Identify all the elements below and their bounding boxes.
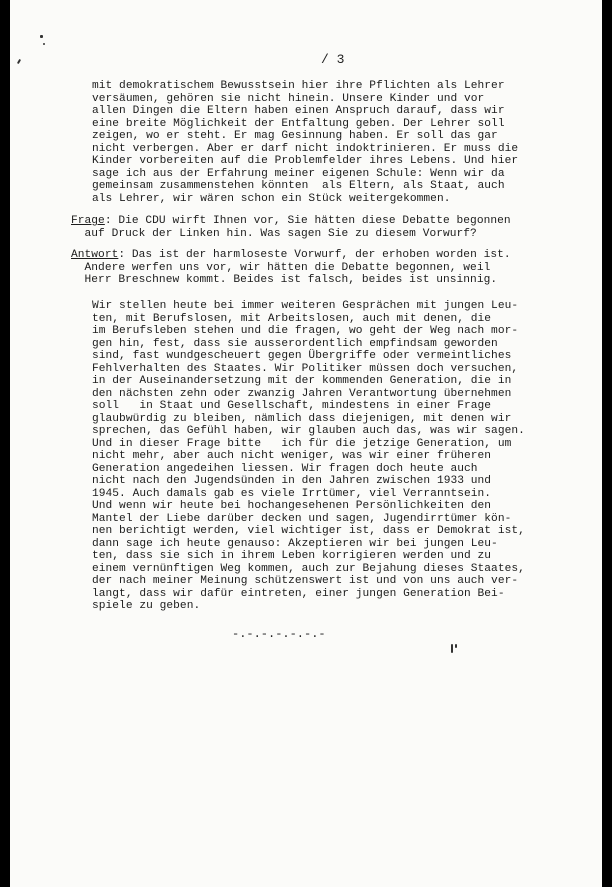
text-line: als Lehrer, wir wären schon ein Stück weitergekommen. bbox=[92, 192, 451, 205]
text-line: nicht verbergen. Aber er darf nicht indoktrinieren. Er muss die bbox=[92, 142, 519, 155]
text-line: gen hin, fest, dass sie ausserordentlich empfindsam geworden bbox=[92, 337, 498, 350]
paragraph-4 bbox=[92, 300, 525, 613]
answer-label: Antwort bbox=[71, 249, 119, 261]
scan-speck bbox=[43, 43, 45, 45]
scan-speck bbox=[40, 35, 43, 38]
text-line: nicht nach den Jugendsünden in den Jahren zwischen 1933 und bbox=[92, 475, 492, 487]
text-line: im Berufsleben stehen und die fragen, wo geht der Weg nach mor- bbox=[92, 325, 519, 337]
text-line: Generation angedeihen liessen. Wir fragen doch heute auch bbox=[92, 462, 478, 475]
answer-line-1 bbox=[71, 249, 511, 262]
text-line: glaubwürdig zu bleiben, nämlich dass diejenigen, mit denen wir bbox=[92, 412, 512, 425]
text-line: ten, mit Berufslosen, mit Arbeitslosen, auch mit denen, die bbox=[92, 312, 492, 325]
text-line: versäumen, gehören sie nicht hinein. Unsere Kinder und vor bbox=[92, 92, 485, 105]
paragraph-1 bbox=[92, 80, 518, 205]
text-line: den nächsten zehn oder zwanzig Jahren Verantwortung übernehmen bbox=[92, 387, 512, 400]
text-line: ten, dass sie sich in ihrem Leben korrigieren werden und zu bbox=[92, 550, 492, 562]
scan-speck bbox=[17, 59, 21, 64]
text-line: zeigen, wo er steht. Er mag Gesinnung haben. Er soll das gar bbox=[92, 130, 498, 142]
text-line: langt, dass wir dafür eintreten, einer jungen Generation Bei- bbox=[92, 587, 505, 600]
page-number: / 3 bbox=[321, 52, 345, 67]
question-text: : Die CDU wirft Ihnen vor, Sie hätten diese Debatte begonnen bbox=[104, 215, 511, 227]
text-line: Wir stellen heute bei immer weiteren Gesprächen mit jungen Leu- bbox=[92, 300, 519, 312]
text-line: gemeinsam zusammenstehen könnten als Eltern, als Staat, auch bbox=[92, 180, 505, 192]
question-line-2: auf Druck der Linken hin. Was sagen Sie zu diesem Vorwurf? bbox=[71, 227, 477, 240]
text-line: Und wenn wir heute bei hochangesehenen Persönlichkeiten den bbox=[92, 500, 492, 512]
text-line: sprechen, das Gefühl haben, wir glauben auch das, was wir sagen. bbox=[92, 425, 525, 437]
text-line: allen Dingen die Eltern haben einen Anspruch darauf, dass wir bbox=[92, 105, 505, 117]
section-separator: -.-.-.-.-.-.- bbox=[232, 627, 326, 641]
answer-text: : Das ist der harmloseste Vorwurf, der erhoben worden ist. bbox=[118, 249, 511, 261]
text-line: einem vernünftigen Weg kommen, auch zur Bejahung dieses Staates, bbox=[92, 562, 525, 575]
text-line: eine breite Möglichkeit der Entfaltung geben. Der Lehrer soll bbox=[92, 117, 505, 130]
text-line: in der Auseinandersetzung mit der kommenden Generation, die in bbox=[92, 375, 512, 387]
text-line: Und in dieser Frage bitte ich für die jetzige Generation, um bbox=[92, 437, 512, 450]
question-block bbox=[71, 215, 511, 240]
text-line: Fehlverhalten des Staates. Wir Politiker müssen doch versuchen, bbox=[92, 362, 519, 375]
scan-speck bbox=[451, 644, 453, 653]
answer-line: Herr Breschnew kommt. Beides ist falsch, beides ist unsinnig. bbox=[71, 274, 498, 286]
text-line: sage ich aus der Erfahrung meiner eigenen Schule: Wenn wir da bbox=[92, 167, 505, 180]
text-line: spiele zu geben. bbox=[92, 600, 201, 612]
text-line: soll in Staat und Gesellschaft, mindestens in einer Frage bbox=[92, 400, 492, 412]
answer-line: Andere werfen uns vor, wir hätten die Debatte begonnen, weil bbox=[71, 261, 491, 274]
text-line: nen berichtigt werden, viel wichtiger ist, dass er Demokrat ist, bbox=[92, 525, 525, 537]
scan-speck bbox=[455, 644, 457, 648]
answer-block bbox=[71, 249, 511, 287]
document-page bbox=[10, 0, 602, 887]
text-line: 1945. Auch damals gab es viele Irrtümer, viel Verranntsein. bbox=[92, 487, 492, 500]
text-line: mit demokratischem Bewusstsein hier ihre Pflichten als Lehrer bbox=[92, 80, 505, 92]
text-line: Kinder vorbereiten auf die Problemfelder ihres Lebens. Und hier bbox=[92, 155, 519, 167]
text-line: der nach meiner Meinung schützenswert ist und von uns auch ver- bbox=[92, 575, 519, 587]
question-label: Frage bbox=[71, 215, 105, 227]
text-line: sind, fast wundgescheuert gegen Übergriffe oder vermeintliches bbox=[92, 350, 512, 362]
text-line: dann sage ich heute genauso: Akzeptieren wir bei jungen Leu- bbox=[92, 537, 498, 550]
scan-border bbox=[602, 0, 612, 887]
question-line-1 bbox=[71, 215, 511, 228]
text-line: nicht mehr, aber auch nicht weniger, was wir einer früheren bbox=[92, 450, 492, 462]
text-line: Mantel der Liebe darüber decken und sagen, Jugendirrtümer kön- bbox=[92, 512, 512, 525]
